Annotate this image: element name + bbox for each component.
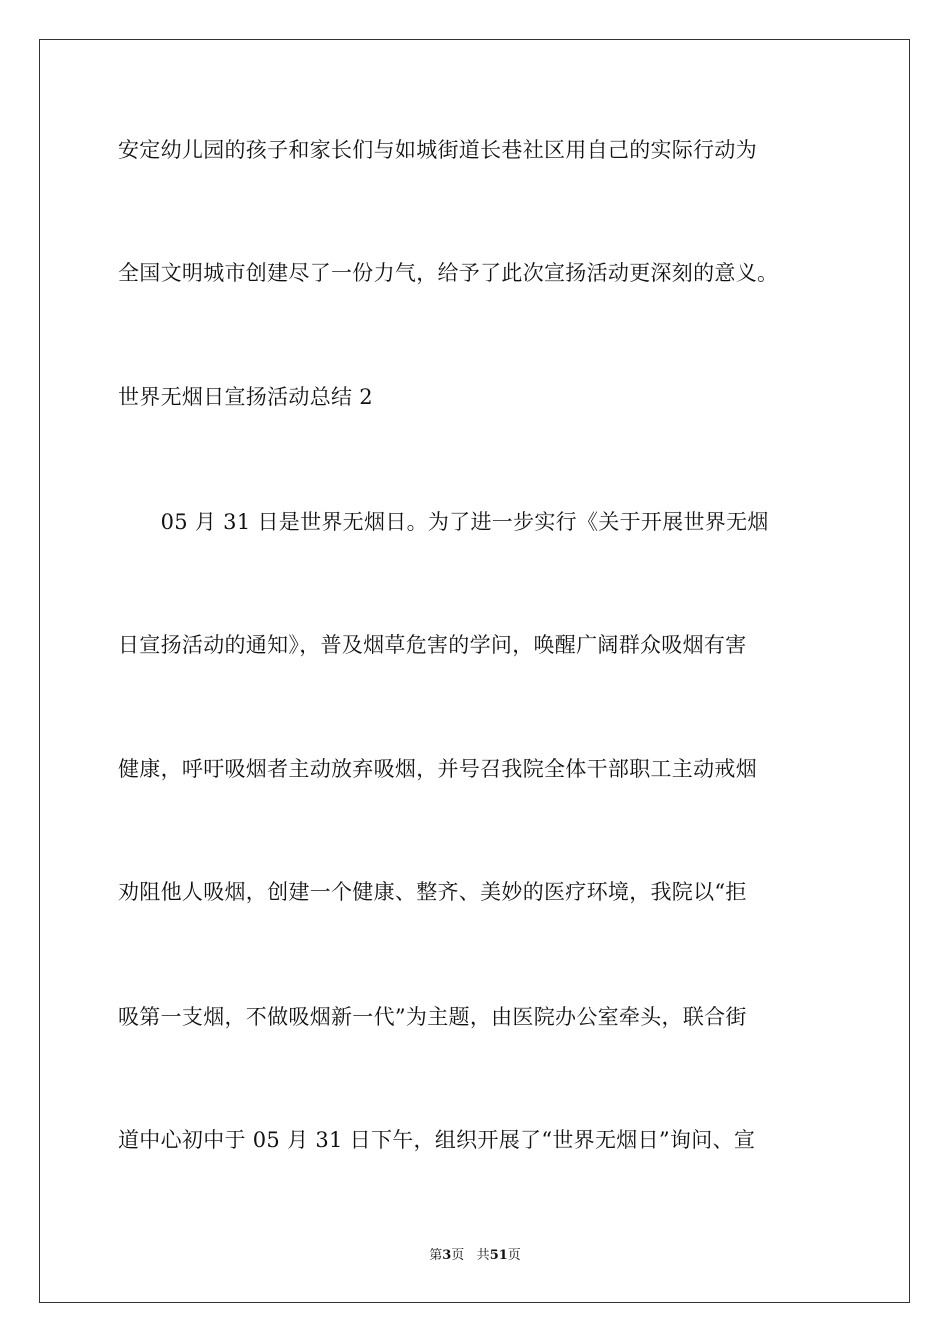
footer-total-suffix: 页 xyxy=(507,1248,521,1263)
page-frame xyxy=(39,39,910,1303)
body-line: 健康，呼吁吸烟者主动放弃吸烟，并号召我院全体干部职工主动戒烟 xyxy=(118,757,757,781)
body-line: 吸第一支烟，不做吸烟新一代”为主题，由医院办公室牵头，联合街 xyxy=(118,1005,747,1029)
body-line: 全国文明城市创建尽了一份力气，给予了此次宣扬活动更深刻的意义。 xyxy=(118,261,779,285)
footer-page-suffix: 页 xyxy=(451,1248,465,1263)
page-footer xyxy=(0,1247,950,1265)
body-line: 道中心初中于 05 月 31 日下午，组织开展了“世界无烟日”询问、宣 xyxy=(118,1128,756,1152)
body-line: 日宣扬活动的通知》，普及烟草危害的学问，唤醒广阔群众吸烟有害 xyxy=(118,633,747,657)
body-line: 05 月 31 日是世界无烟日。为了进一步实行《关于开展世界无烟 xyxy=(118,510,769,534)
footer-total-pages: 51 xyxy=(489,1248,508,1263)
section-heading: 世界无烟日宣扬活动总结 2 xyxy=(118,385,373,409)
footer-page-prefix: 第 xyxy=(429,1248,443,1263)
body-line: 劝阻他人吸烟，创建一个健康、整齐、美妙的医疗环境，我院以“拒 xyxy=(118,880,747,904)
body-line: 安定幼儿园的孩子和家长们与如城街道长巷社区用自己的实际行动为 xyxy=(118,138,757,162)
footer-total-prefix: 共 xyxy=(476,1248,490,1263)
footer-page-number: 3 xyxy=(442,1248,452,1263)
